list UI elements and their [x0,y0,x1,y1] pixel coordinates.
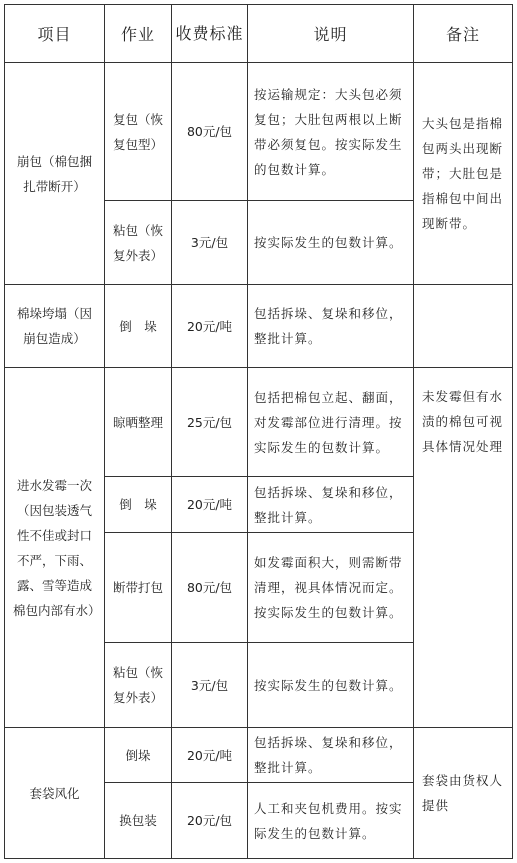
header-note: 备注 [414,5,513,63]
table-row [5,368,513,477]
work-cell: 复包（恢复包型） [105,63,172,201]
fee-cell: 20元/吨 [172,728,248,783]
fee-table [4,4,513,859]
desc-cell: 包括拆垛、复垛和移位，整批计算。 [248,477,414,533]
table-header-row [5,5,513,63]
header-fee: 收费标准 [172,5,248,63]
fee-cell: 80元/包 [172,63,248,201]
fee-cell: 20元/吨 [172,477,248,533]
note-cell: 套袋由货权人提供 [414,728,513,859]
work-cell: 倒 垛 [105,477,172,533]
work-cell: 倒 垛 [105,285,172,368]
desc-cell: 人工和夹包机费用。按实际发生的包数计算。 [248,783,414,859]
header-desc: 说明 [248,5,414,63]
item-cell: 进水发霉一次（因包装透气性不佳或封口不严，下雨、露、雪等造成棉包内部有水） [5,368,105,728]
work-cell: 晾晒整理 [105,368,172,477]
desc-cell: 如发霉面积大，则需断带清理，视具体情况而定。按实际发生的包数计算。 [248,533,414,643]
fee-cell: 25元/包 [172,368,248,477]
header-work: 作业 [105,5,172,63]
note-cell: 大头包是指棉包两头出现断带；大肚包是指棉包中间出现断带。 [414,63,513,285]
table-row [5,63,513,201]
note-cell: 未发霉但有水渍的棉包可视具体情况处理 [414,368,513,728]
table-row [5,728,513,783]
work-cell: 粘包（恢复外表） [105,643,172,728]
fee-cell: 3元/包 [172,643,248,728]
item-cell: 套袋风化 [5,728,105,859]
fee-cell: 3元/包 [172,201,248,285]
header-item: 项目 [5,5,105,63]
fee-cell: 20元/包 [172,783,248,859]
work-cell: 倒垛 [105,728,172,783]
desc-cell: 包括把棉包立起、翻面，对发霉部位进行清理。按实际发生的包数计算。 [248,368,414,477]
work-cell: 粘包（恢复外表） [105,201,172,285]
desc-cell: 按实际发生的包数计算。 [248,201,414,285]
desc-cell: 按实际发生的包数计算。 [248,643,414,728]
fee-cell: 20元/吨 [172,285,248,368]
desc-cell: 按运输规定：大头包必须复包；大肚包两根以上断带必须复包。按实际发生的包数计算。 [248,63,414,201]
table-row [5,285,513,368]
fee-cell: 80元/包 [172,533,248,643]
item-cell: 棉垛垮塌（因崩包造成） [5,285,105,368]
note-cell [414,285,513,368]
desc-cell: 包括拆垛、复垛和移位，整批计算。 [248,728,414,783]
work-cell: 换包装 [105,783,172,859]
work-cell: 断带打包 [105,533,172,643]
item-cell: 崩包（棉包捆扎带断开） [5,63,105,285]
desc-cell: 包括拆垛、复垛和移位，整批计算。 [248,285,414,368]
